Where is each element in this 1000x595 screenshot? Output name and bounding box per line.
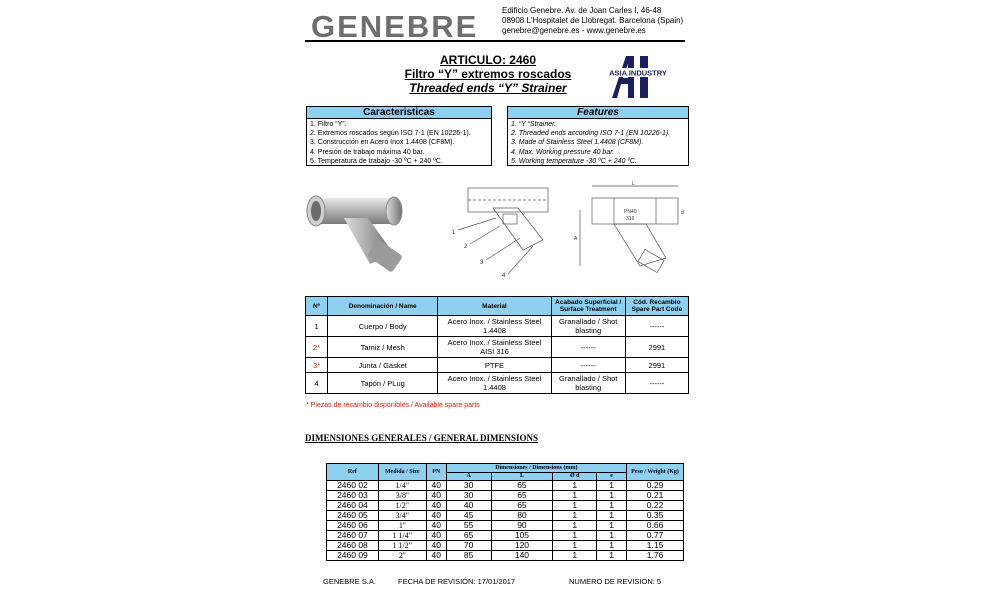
cell-n: 2*: [306, 337, 328, 358]
cell-size: 3/4": [378, 511, 426, 521]
col-header: Denominación / Name: [328, 297, 438, 316]
callout-4: 4: [502, 273, 506, 278]
list-item: 3. Construcción en Acero Inox 1.4408 (CF8M).: [310, 139, 455, 147]
list-item: 3. Made of Stainless Steel 1.4408 (CF8M).: [511, 139, 644, 147]
asia-industry-logo: [604, 50, 672, 100]
list-item: 2. Threaded ends according ISO 7-1 (EN 10226-1).: [511, 130, 671, 138]
cell-code: ------: [625, 316, 688, 337]
cell-surface: Granallado / Shot blasting: [551, 373, 625, 394]
cell-size: 1 1/4": [378, 531, 426, 541]
surface-header: Acabado Superficial / Surface Treatment: [555, 299, 622, 313]
cell-w: 0.29: [627, 481, 684, 491]
col-header-a: A: [446, 473, 491, 481]
col-header-weight: Peso / Weight (Kg): [627, 464, 684, 481]
cell-w: 0.21: [627, 491, 684, 501]
cell-w: 1.76: [627, 551, 684, 561]
col-header-ref: Ref: [327, 464, 379, 481]
cell-ref: 2460 03: [327, 491, 379, 501]
company-address: [502, 6, 683, 36]
cell-size: 2'': [378, 551, 426, 561]
cell-a: 70: [446, 541, 491, 551]
cell-w: 0.77: [627, 531, 684, 541]
cell-l: 90: [491, 521, 553, 531]
col-header: Material: [438, 297, 551, 316]
cell-ref: 2460 09: [327, 551, 379, 561]
cell-name: Junta / Gasket: [328, 358, 438, 373]
cell-e: 1: [597, 541, 627, 551]
cell-size: 1/2": [378, 501, 426, 511]
cell-code: ------: [625, 373, 688, 394]
callout-2: 2: [464, 244, 468, 250]
cell-ref: 2460 05: [327, 511, 379, 521]
col-header-size: Medida / Size: [378, 464, 426, 481]
cell-ref: 2460 08: [327, 541, 379, 551]
cell-ref: 2460 04: [327, 501, 379, 511]
caracteristicas-box: [306, 106, 492, 166]
cell-material: Acero Inox. / Stainless Steel 1.4408: [438, 373, 551, 394]
col-header-pn: PN: [426, 464, 446, 481]
cell-w: 0.22: [627, 501, 684, 511]
col-header-l: L: [491, 473, 553, 481]
cell-pn: 40: [426, 491, 446, 501]
table-row: [327, 511, 684, 521]
parts-table: [305, 296, 689, 394]
col-header: Cód. Recambio Spare Part Code: [625, 297, 688, 316]
col-header: Nº: [306, 297, 328, 316]
list-item: 4. Max. Working pressure 40 bar.: [511, 148, 615, 156]
cell-e: 1: [597, 501, 627, 511]
cell-pn: 40: [426, 511, 446, 521]
cell-d: 1: [553, 531, 597, 541]
cell-a: 30: [446, 481, 491, 491]
ai-mark-icon: [604, 50, 672, 100]
list-item: 1. Filtro “Y”.: [310, 121, 347, 128]
cell-e: 1: [597, 481, 627, 491]
dimensions-table: [326, 463, 684, 561]
cell-w: 0.66: [627, 521, 684, 531]
dimensions-title: DIMENSIONES GENERALES / GENERAL DIMENSIONS: [305, 433, 539, 443]
cell-size: 3/8'': [378, 491, 426, 501]
features-list: [508, 119, 688, 167]
cell-d: 1: [553, 501, 597, 511]
cell-d: 1: [553, 521, 597, 531]
cell-a: 40: [446, 501, 491, 511]
caracteristicas-list: [307, 119, 491, 167]
table-row: [306, 316, 689, 337]
cell-surface: ------: [551, 358, 625, 373]
cell-a: 55: [446, 521, 491, 531]
product-name-en: Threaded ends “Y” Strainer: [409, 81, 567, 95]
list-item: 1. “Y “Strainer.: [511, 121, 557, 128]
features-box: [507, 106, 689, 166]
cell-l: 105: [491, 531, 553, 541]
spare-parts-note: * Piezas de recambio disponibles / Available spare parts: [306, 402, 480, 409]
cell-e: 1: [597, 551, 627, 561]
dim-label-d: d: [681, 210, 684, 216]
dimension-drawing: [570, 180, 690, 276]
table-row: [306, 373, 689, 394]
cell-material: Acero Inox. / Stainless Steel AISI 316: [438, 337, 551, 358]
cell-material: PTFE: [438, 358, 551, 373]
body-marking-pn: PN40: [624, 209, 637, 215]
cell-e: 1: [597, 491, 627, 501]
table-row: [327, 531, 684, 541]
table-row: [327, 491, 684, 501]
cell-code: 2991: [625, 358, 688, 373]
cell-size: 1/4": [378, 481, 426, 491]
ai-badge-text: ASIA INDUSTRY: [609, 68, 667, 78]
exploded-drawing: [448, 178, 558, 278]
cell-e: 1: [597, 521, 627, 531]
header-divider: [305, 40, 685, 42]
cell-d: 1: [553, 551, 597, 561]
cell-pn: 40: [426, 521, 446, 531]
dim-label-a: A: [574, 236, 578, 242]
product-name-es: Filtro “Y” extremos roscados: [404, 67, 572, 81]
table-row: [327, 481, 684, 491]
list-item: 2. Extremos roscados según ISO 7-1 (EN 10226-1).: [310, 130, 471, 138]
cell-a: 45: [446, 511, 491, 521]
col-header-dims: Dimensiones / Dimensions (mm): [446, 464, 626, 473]
features-heading: Features: [508, 107, 688, 119]
cell-n: 1: [306, 316, 328, 337]
table-row: [306, 337, 689, 358]
cell-d: 1: [553, 511, 597, 521]
list-item: 5. Temperatura de trabajo -30 ºC + 240 ºC.: [310, 157, 443, 165]
cell-l: 65: [491, 481, 553, 491]
cell-name: Tapón / PLug: [328, 373, 438, 394]
body-marking-material: 316: [626, 216, 635, 222]
list-item: 4. Presión de trabajo máxima 40 bar.: [310, 148, 425, 156]
cell-name: Tamiz / Mesh: [328, 337, 438, 358]
cell-a: 30: [446, 491, 491, 501]
cell-d: 1: [553, 481, 597, 491]
cell-a: 85: [446, 551, 491, 561]
cell-l: 80: [491, 511, 553, 521]
table-row: [327, 521, 684, 531]
cell-l: 120: [491, 541, 553, 551]
cell-n: 3*: [306, 358, 328, 373]
address-line: 08908 L'Hospitalet de Llobregat. Barcelona (Spain): [502, 16, 684, 25]
col-header-e: e: [597, 473, 627, 481]
callout-3: 3: [480, 260, 484, 266]
cell-d: 1: [553, 491, 597, 501]
cell-code: 2991: [625, 337, 688, 358]
callout-1: 1: [452, 230, 456, 236]
list-item: 5. Working temperature -30 ºC + 240 ºC.: [511, 157, 637, 165]
cell-n: 4: [306, 373, 328, 394]
cell-surface: Granallado / Shot blasting: [551, 316, 625, 337]
body-marking: [624, 209, 638, 222]
cell-name: Cuerpo / Body: [328, 316, 438, 337]
cell-w: 0.35: [627, 511, 684, 521]
table-row: [327, 541, 684, 551]
table-row: [306, 358, 689, 373]
article-number: ARTICULO: 2460: [439, 53, 537, 67]
cell-pn: 40: [426, 531, 446, 541]
footer-company: GENEBRE S.A.: [323, 577, 376, 586]
cell-ref: 2460 02: [327, 481, 379, 491]
cell-surface: ------: [551, 337, 625, 358]
caracteristicas-heading: Caracteristicas: [307, 107, 491, 119]
address-line: genebre@genebre.es - www.genebre.es: [502, 26, 646, 35]
genebre-logo: GENEBRE: [311, 9, 479, 44]
cell-e: 1: [597, 531, 627, 541]
footer-revision-number: NUMERO DE REVISION: 5: [569, 577, 662, 586]
footer-revision-date: FECHA DE REVISIÓN: 17/01/2017: [398, 577, 516, 586]
col-header-d: Ø d: [553, 473, 597, 481]
cell-pn: 40: [426, 541, 446, 551]
cell-pn: 40: [426, 551, 446, 561]
cell-ref: 2460 06: [327, 521, 379, 531]
table-row: [327, 501, 684, 511]
cell-d: 1: [553, 541, 597, 551]
cell-l: 65: [491, 501, 553, 511]
cell-size: 1 1/2": [378, 541, 426, 551]
cell-e: 1: [597, 511, 627, 521]
cell-w: 1.15: [627, 541, 684, 551]
product-photo: [300, 178, 410, 276]
cell-pn: 40: [426, 481, 446, 491]
address-line: Edificio Genebre. Av. de Joan Carles I, 46-48: [502, 6, 662, 15]
dim-label-l: L: [632, 181, 635, 187]
col-header: [551, 297, 625, 316]
cell-l: 140: [491, 551, 553, 561]
cell-pn: 40: [426, 501, 446, 511]
cell-l: 65: [491, 491, 553, 501]
cell-material: Acero Inox. / Stainless Steel 1.4408: [438, 316, 551, 337]
cell-size: 1'': [378, 521, 426, 531]
cell-a: 65: [446, 531, 491, 541]
cell-ref: 2460 07: [327, 531, 379, 541]
table-row: [327, 551, 684, 561]
